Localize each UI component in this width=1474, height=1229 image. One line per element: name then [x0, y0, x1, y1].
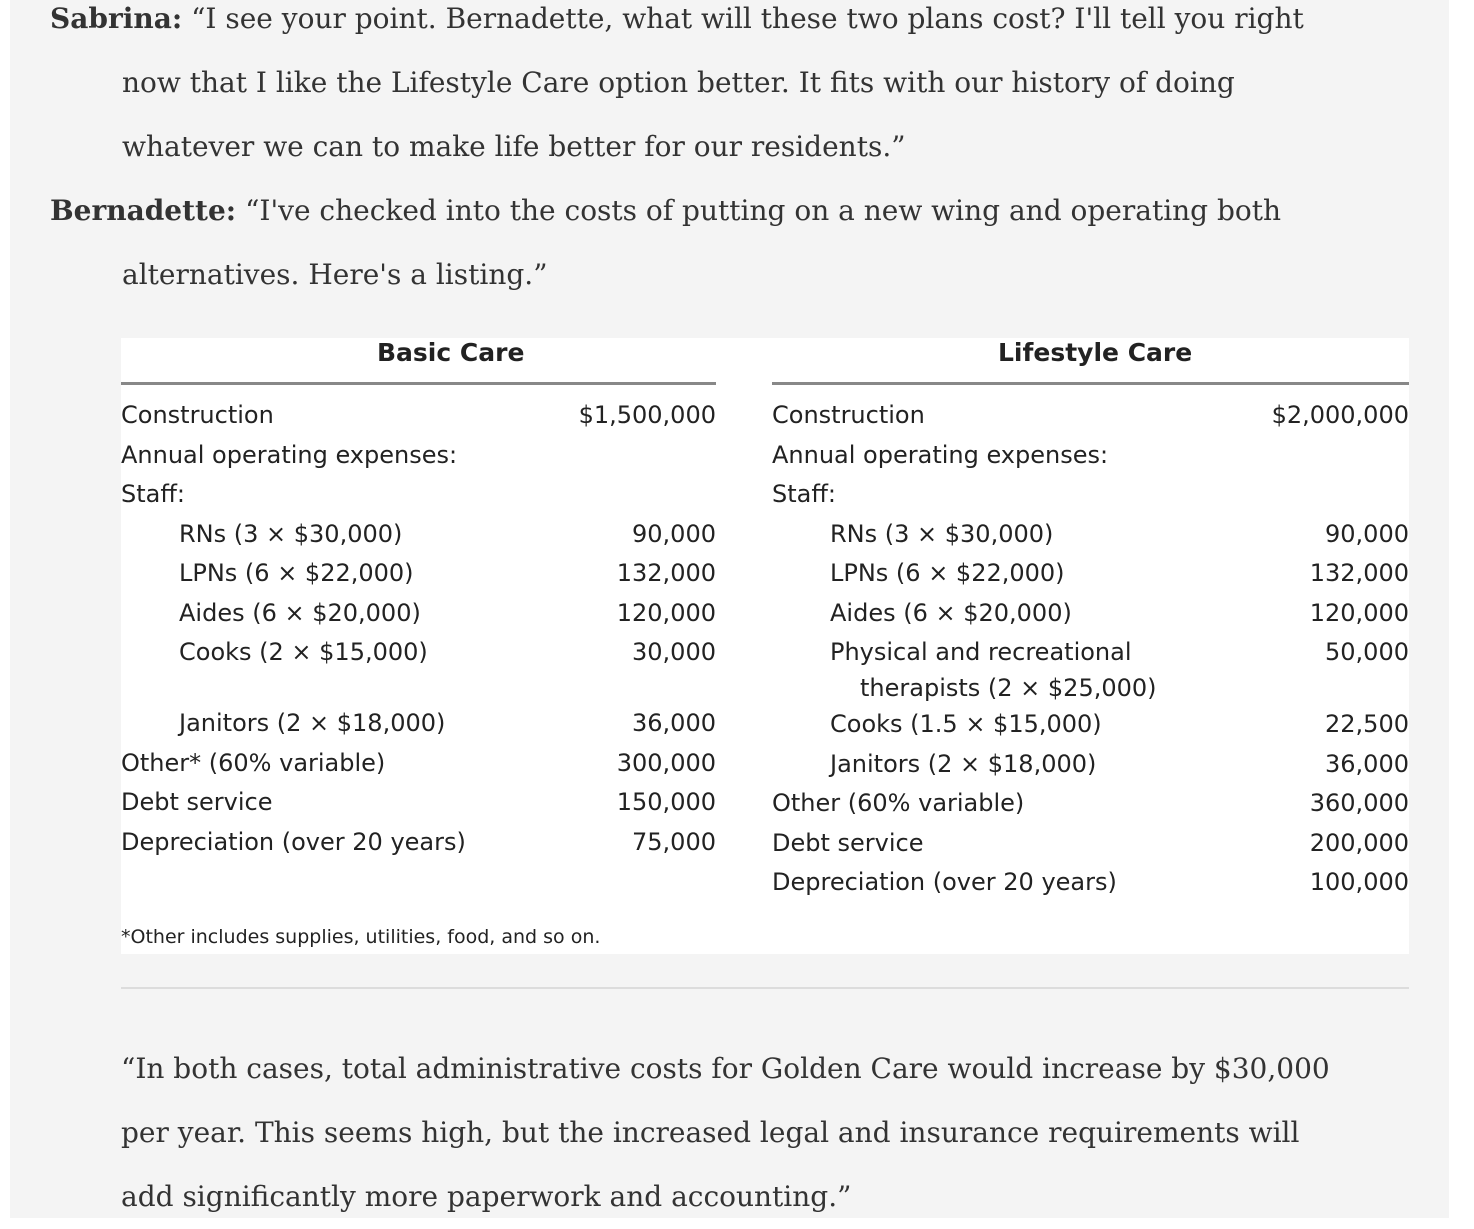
- row-value: 22,500: [1325, 710, 1409, 738]
- row-value: 120,000: [1309, 598, 1409, 627]
- table-row: [772, 745, 1409, 785]
- dialogue-text: add significantly more paperwork and accounting.”: [121, 1180, 852, 1213]
- document-page: [10, 0, 1449, 1218]
- basic-care-heading: Basic Care: [377, 338, 525, 367]
- row-label: Janitors (2 × $18,000): [179, 709, 446, 737]
- row-value: 300,000: [616, 748, 716, 777]
- row-value: 132,000: [616, 559, 716, 587]
- table-row: [772, 436, 1409, 476]
- dialogue-text: alternatives. Here's a listing.”: [122, 258, 548, 291]
- row-label: LPNs (6 × $22,000): [179, 559, 414, 587]
- row-value: 132,000: [1309, 559, 1409, 587]
- row-label: Depreciation (over 20 years): [121, 827, 466, 856]
- table-row: [772, 705, 1409, 745]
- basic-care-rule: [121, 382, 716, 385]
- row-label: Cooks (1.5 × $15,000): [830, 710, 1102, 738]
- speaker-sabrina: Sabrina:: [50, 2, 183, 35]
- table-row: [772, 633, 1409, 669]
- table-row: [121, 704, 716, 744]
- row-value: 36,000: [1325, 749, 1409, 778]
- table-footnote: *Other includes supplies, utilities, food, and so on.: [121, 926, 601, 948]
- row-label: Other* (60% variable): [121, 748, 386, 777]
- row-label: Physical and recreational: [830, 638, 1132, 666]
- table-row: [121, 436, 716, 476]
- table-row: [772, 515, 1409, 555]
- row-label: Annual operating expenses:: [772, 440, 1109, 469]
- section-divider: [121, 987, 1409, 989]
- row-value: $2,000,000: [1271, 401, 1409, 429]
- bernadette-dialogue: [50, 179, 1390, 307]
- dialogue-text: per year. This seems high, but the increased legal and insurance requirements will: [121, 1116, 1300, 1149]
- row-label: Aides (6 × $20,000): [179, 598, 421, 627]
- table-row: [772, 863, 1409, 903]
- table-row: [121, 396, 716, 436]
- row-value: 36,000: [632, 709, 716, 737]
- row-value: 90,000: [1325, 519, 1409, 548]
- row-value: 90,000: [632, 519, 716, 548]
- closing-dialogue: [121, 1037, 1421, 1229]
- table-row: [121, 594, 716, 634]
- row-value: 120,000: [616, 598, 716, 627]
- row-value: 50,000: [1325, 638, 1409, 666]
- row-label: RNs (3 × $30,000): [179, 519, 403, 548]
- table-row: [772, 475, 1409, 515]
- row-value: $1,500,000: [578, 401, 716, 429]
- row-label: therapists (2 × $25,000): [860, 674, 1157, 702]
- row-label: Debt service: [772, 828, 924, 857]
- sabrina-dialogue: [50, 0, 1390, 179]
- dialogue-text: “I see your point. Bernadette, what will these two plans cost? I'll tell you right: [191, 2, 1304, 35]
- cost-comparison-table: [121, 338, 1409, 954]
- dialogue-text: whatever we can to make life better for our residents.”: [122, 130, 906, 163]
- lifestyle-care-heading: Lifestyle Care: [998, 338, 1193, 367]
- row-label: Debt service: [121, 788, 273, 816]
- row-value: 75,000: [632, 827, 716, 856]
- lifestyle-care-rule: [772, 382, 1409, 385]
- table-row: [772, 554, 1409, 594]
- row-label: Construction: [121, 401, 274, 429]
- row-value: 100,000: [1309, 868, 1409, 896]
- row-label: Staff:: [121, 480, 185, 508]
- row-label: LPNs (6 × $22,000): [830, 559, 1065, 587]
- row-label: Annual operating expenses:: [121, 440, 458, 469]
- row-value: 360,000: [1309, 789, 1409, 817]
- table-row: [772, 824, 1409, 864]
- row-label: Construction: [772, 401, 925, 429]
- dialogue-text: now that I like the Lifestyle Care option better. It fits with our history of doing: [122, 66, 1235, 99]
- table-row: [772, 784, 1409, 824]
- dialogue-text: “In both cases, total administrative costs for Golden Care would increase by $30,000: [121, 1052, 1330, 1085]
- row-label: Staff:: [772, 480, 836, 508]
- row-value: 200,000: [1309, 828, 1409, 857]
- row-value: 30,000: [632, 638, 716, 666]
- table-row: [121, 554, 716, 594]
- table-row: [772, 669, 1409, 705]
- table-row: [121, 744, 716, 784]
- table-row: [772, 396, 1409, 436]
- table-row: [121, 515, 716, 555]
- table-row: [121, 783, 716, 823]
- table-row: [121, 633, 716, 669]
- row-label: Depreciation (over 20 years): [772, 868, 1117, 896]
- row-label: RNs (3 × $30,000): [830, 519, 1054, 548]
- row-label: Aides (6 × $20,000): [830, 598, 1072, 627]
- row-label: Other (60% variable): [772, 789, 1025, 817]
- table-row: [121, 823, 716, 863]
- row-label: Janitors (2 × $18,000): [830, 749, 1097, 778]
- table-row: [121, 475, 716, 515]
- row-value: 150,000: [616, 788, 716, 816]
- basic-care-column: [121, 396, 716, 862]
- table-row: [772, 594, 1409, 634]
- speaker-bernadette: Bernadette:: [50, 194, 237, 227]
- row-label: Cooks (2 × $15,000): [179, 638, 428, 666]
- dialogue-text: “I've checked into the costs of putting on a new wing and operating both: [245, 194, 1282, 227]
- lifestyle-care-column: [772, 396, 1409, 903]
